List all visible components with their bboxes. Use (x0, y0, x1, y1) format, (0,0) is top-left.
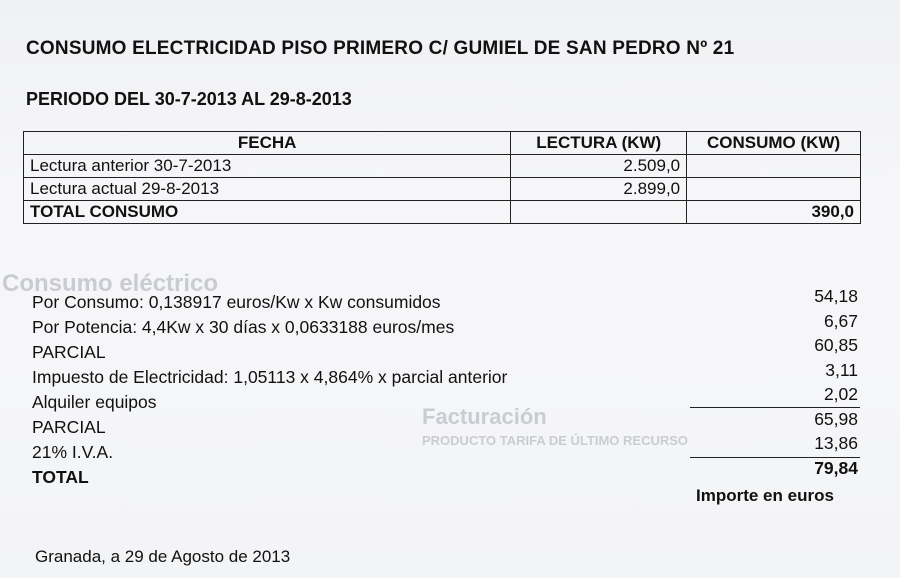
billing-line-total: TOTAL (32, 467, 89, 487)
billing-line: PARCIAL (32, 417, 106, 437)
show-through-heading: PRODUCTO TARIFA DE ÚLTIMO RECURSO (422, 433, 689, 448)
table-row (24, 155, 861, 178)
cell-lectura (511, 201, 687, 224)
readings-table (23, 131, 861, 224)
subtotal-divider (690, 407, 860, 408)
billing-amount-total: 79,84 (814, 457, 858, 478)
cell-lectura: 2.899,0 (511, 178, 687, 201)
billing-amount: 54,18 (814, 286, 858, 306)
show-through-heading: Consumo eléctrico (2, 270, 219, 297)
cell-consumo (687, 155, 861, 178)
place-date: Granada, a 29 de Agosto de 2013 (35, 547, 291, 566)
cell-lectura: 2.509,0 (511, 155, 687, 178)
column-header-lectura: LECTURA (KW) (511, 132, 687, 155)
currency-note: Importe en euros (696, 486, 834, 505)
billing-amount: 3,11 (825, 359, 858, 380)
cell-fecha: Lectura anterior 30-7-2013 (24, 155, 511, 178)
billing-amount: 60,85 (814, 335, 858, 355)
cell-consumo-total: 390,0 (687, 201, 861, 224)
billing-amount: 65,98 (814, 408, 858, 429)
document-title: CONSUMO ELECTRICIDAD PISO PRIMERO C/ GUMIEL DE SAN PEDRO Nº 21 (26, 38, 735, 59)
billing-line: Alquiler equipos (32, 392, 157, 412)
billing-amount: 2,02 (823, 384, 858, 404)
billing-line: 21% I.V.A. (32, 442, 114, 462)
show-through-heading: Facturación (422, 404, 547, 429)
billing-line-labels (32, 290, 507, 490)
column-header-fecha: FECHA (24, 132, 511, 155)
table-row-total (24, 201, 861, 224)
table-header-row (24, 132, 861, 155)
total-divider (690, 457, 860, 458)
table-row (24, 178, 861, 201)
billing-line: Por Potencia: 4,4Kw x 30 días x 0,0633188 euros/mes (32, 317, 455, 337)
billing-amounts (690, 284, 858, 480)
billing-line: Por Consumo: 0,138917 euros/Kw x Kw consumidos (32, 292, 441, 312)
column-header-consumo: CONSUMO (KW) (687, 132, 861, 155)
cell-consumo (687, 178, 861, 201)
billing-amount: 13,86 (814, 433, 858, 453)
cell-fecha: Lectura actual 29-8-2013 (24, 178, 511, 201)
billing-line: Impuesto de Electricidad: 1,05113 x 4,864% x parcial anterior (32, 367, 508, 387)
cell-fecha: TOTAL CONSUMO (24, 201, 511, 224)
billing-amount: 6,67 (823, 310, 858, 331)
billing-period: PERIODO DEL 30-7-2013 AL 29-8-2013 (26, 89, 352, 109)
billing-line: PARCIAL (32, 342, 106, 362)
